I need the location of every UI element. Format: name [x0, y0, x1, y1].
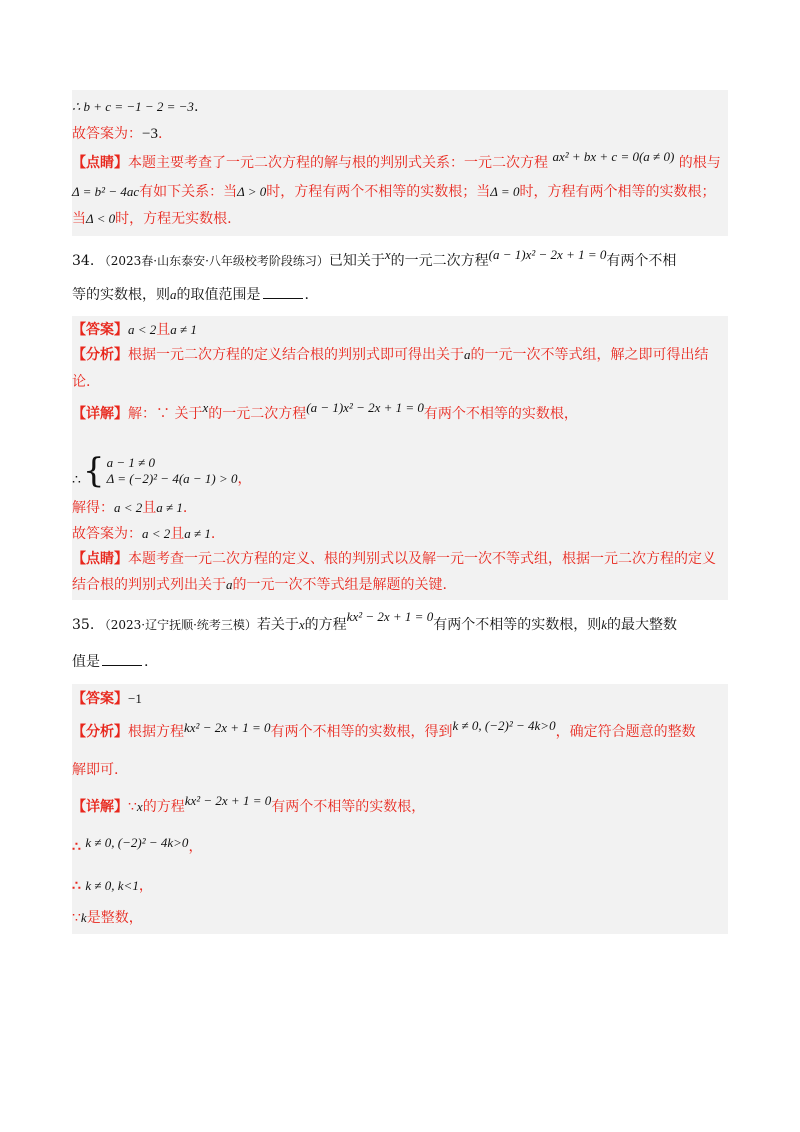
- solution-34: [72, 316, 728, 600]
- step-row-1: ∴ k ≠ 0, (−2)² − 4k>0，: [72, 835, 203, 855]
- q35-line-1: 35. （2023·辽宁抚顺·统考三模）若关于x的方程kx² − 2x + 1 = 0有两个不相等的实数根，则k的最大整数: [72, 609, 677, 633]
- tip-row-1: 【点睛】本题考查一元二次方程的定义、根的判别式以及解一元一次不等式组，根据一元二次方程的定义: [72, 551, 716, 567]
- math-expression: ∴ b + c = −1 − 2 = −3: [72, 99, 194, 114]
- question-35: [72, 606, 728, 680]
- q34-line-2: 等的实数根，则a的取值范围是 .: [72, 278, 728, 312]
- solution-continuation: [72, 90, 728, 236]
- detail-row-1: 【详解】解：∵ 关于x的一元二次方程(a − 1)x² − 2x + 1 = 0有两个不相等的实数根，: [72, 400, 578, 422]
- final-answer-row: 故答案为：a < 2且a ≠ 1.: [72, 526, 216, 542]
- solution-35: [72, 684, 728, 934]
- inequality-system: ∴ { a − 1 ≠ 0 Δ = (−2)² − 4(a − 1) > 0 ，: [72, 451, 252, 491]
- question-number: 34.: [72, 253, 95, 269]
- tip-line-3: 当Δ < 0时，方程无实数根.: [72, 211, 232, 227]
- step-row-2: ∴ k ≠ 0, k<1，: [72, 878, 153, 894]
- brace-symbol: {: [82, 451, 105, 491]
- page-content: [72, 90, 728, 934]
- question-source: （2023·辽宁抚顺·统考三模）: [98, 618, 257, 632]
- answer-row: 【答案】a < 2且a ≠ 1: [72, 322, 197, 338]
- tip-row-2: 结合根的判别式列出关于a的一元一次不等式组是解题的关键.: [72, 577, 447, 593]
- step-row-3: ∵k是整数，: [72, 910, 143, 926]
- analysis-row-2: 解即可.: [72, 762, 119, 778]
- detail-row-1: 【详解】∵x的方程kx² − 2x + 1 = 0有两个不相等的实数根，: [72, 793, 426, 815]
- question-number: 35.: [72, 617, 95, 633]
- tip-tag: 【点睛】: [72, 155, 128, 171]
- analysis-row-1: 【分析】根据一元二次方程的定义结合根的判别式即可得出关于a的一元一次不等式组，解之即可得出结: [72, 347, 709, 363]
- conclusion-line: ∴ b + c = −1 − 2 = −3.: [72, 99, 199, 115]
- question-source: （2023春·山东泰安·八年级校考阶段练习）: [98, 254, 329, 268]
- tip-line-1: 【点睛】本题主要考查了一元二次方程的解与根的判别式关系：一元二次方程 ax² + bx + c = 0(a ≠ 0) 的根与: [72, 149, 721, 171]
- q35-line-2: 值是 .: [72, 644, 728, 680]
- question-34: [72, 244, 728, 312]
- answer-blank: [102, 651, 142, 666]
- answer-blank: [263, 284, 303, 299]
- answer-line: 故答案为：−3.: [72, 126, 163, 142]
- q34-line-1: 34. （2023春·山东泰安·八年级校考阶段练习）已知关于x的一元二次方程(a − 1)x² − 2x + 1 = 0有两个不相: [72, 247, 677, 269]
- answer-row: 【答案】−1: [72, 691, 142, 707]
- analysis-row-1: 【分析】根据方程kx² − 2x + 1 = 0有两个不相等的实数根，得到k ≠ 0, (−2)² − 4k>0，确定符合题意的整数: [72, 718, 696, 740]
- analysis-row-2: 论.: [72, 374, 91, 390]
- tip-line-2: Δ = b² − 4ac有如下关系：当Δ > 0时，方程有两个不相等的实数根；当Δ = 0时，方程有两个相等的实数根；: [72, 184, 716, 200]
- solve-row: 解得：a < 2且a ≠ 1.: [72, 500, 188, 516]
